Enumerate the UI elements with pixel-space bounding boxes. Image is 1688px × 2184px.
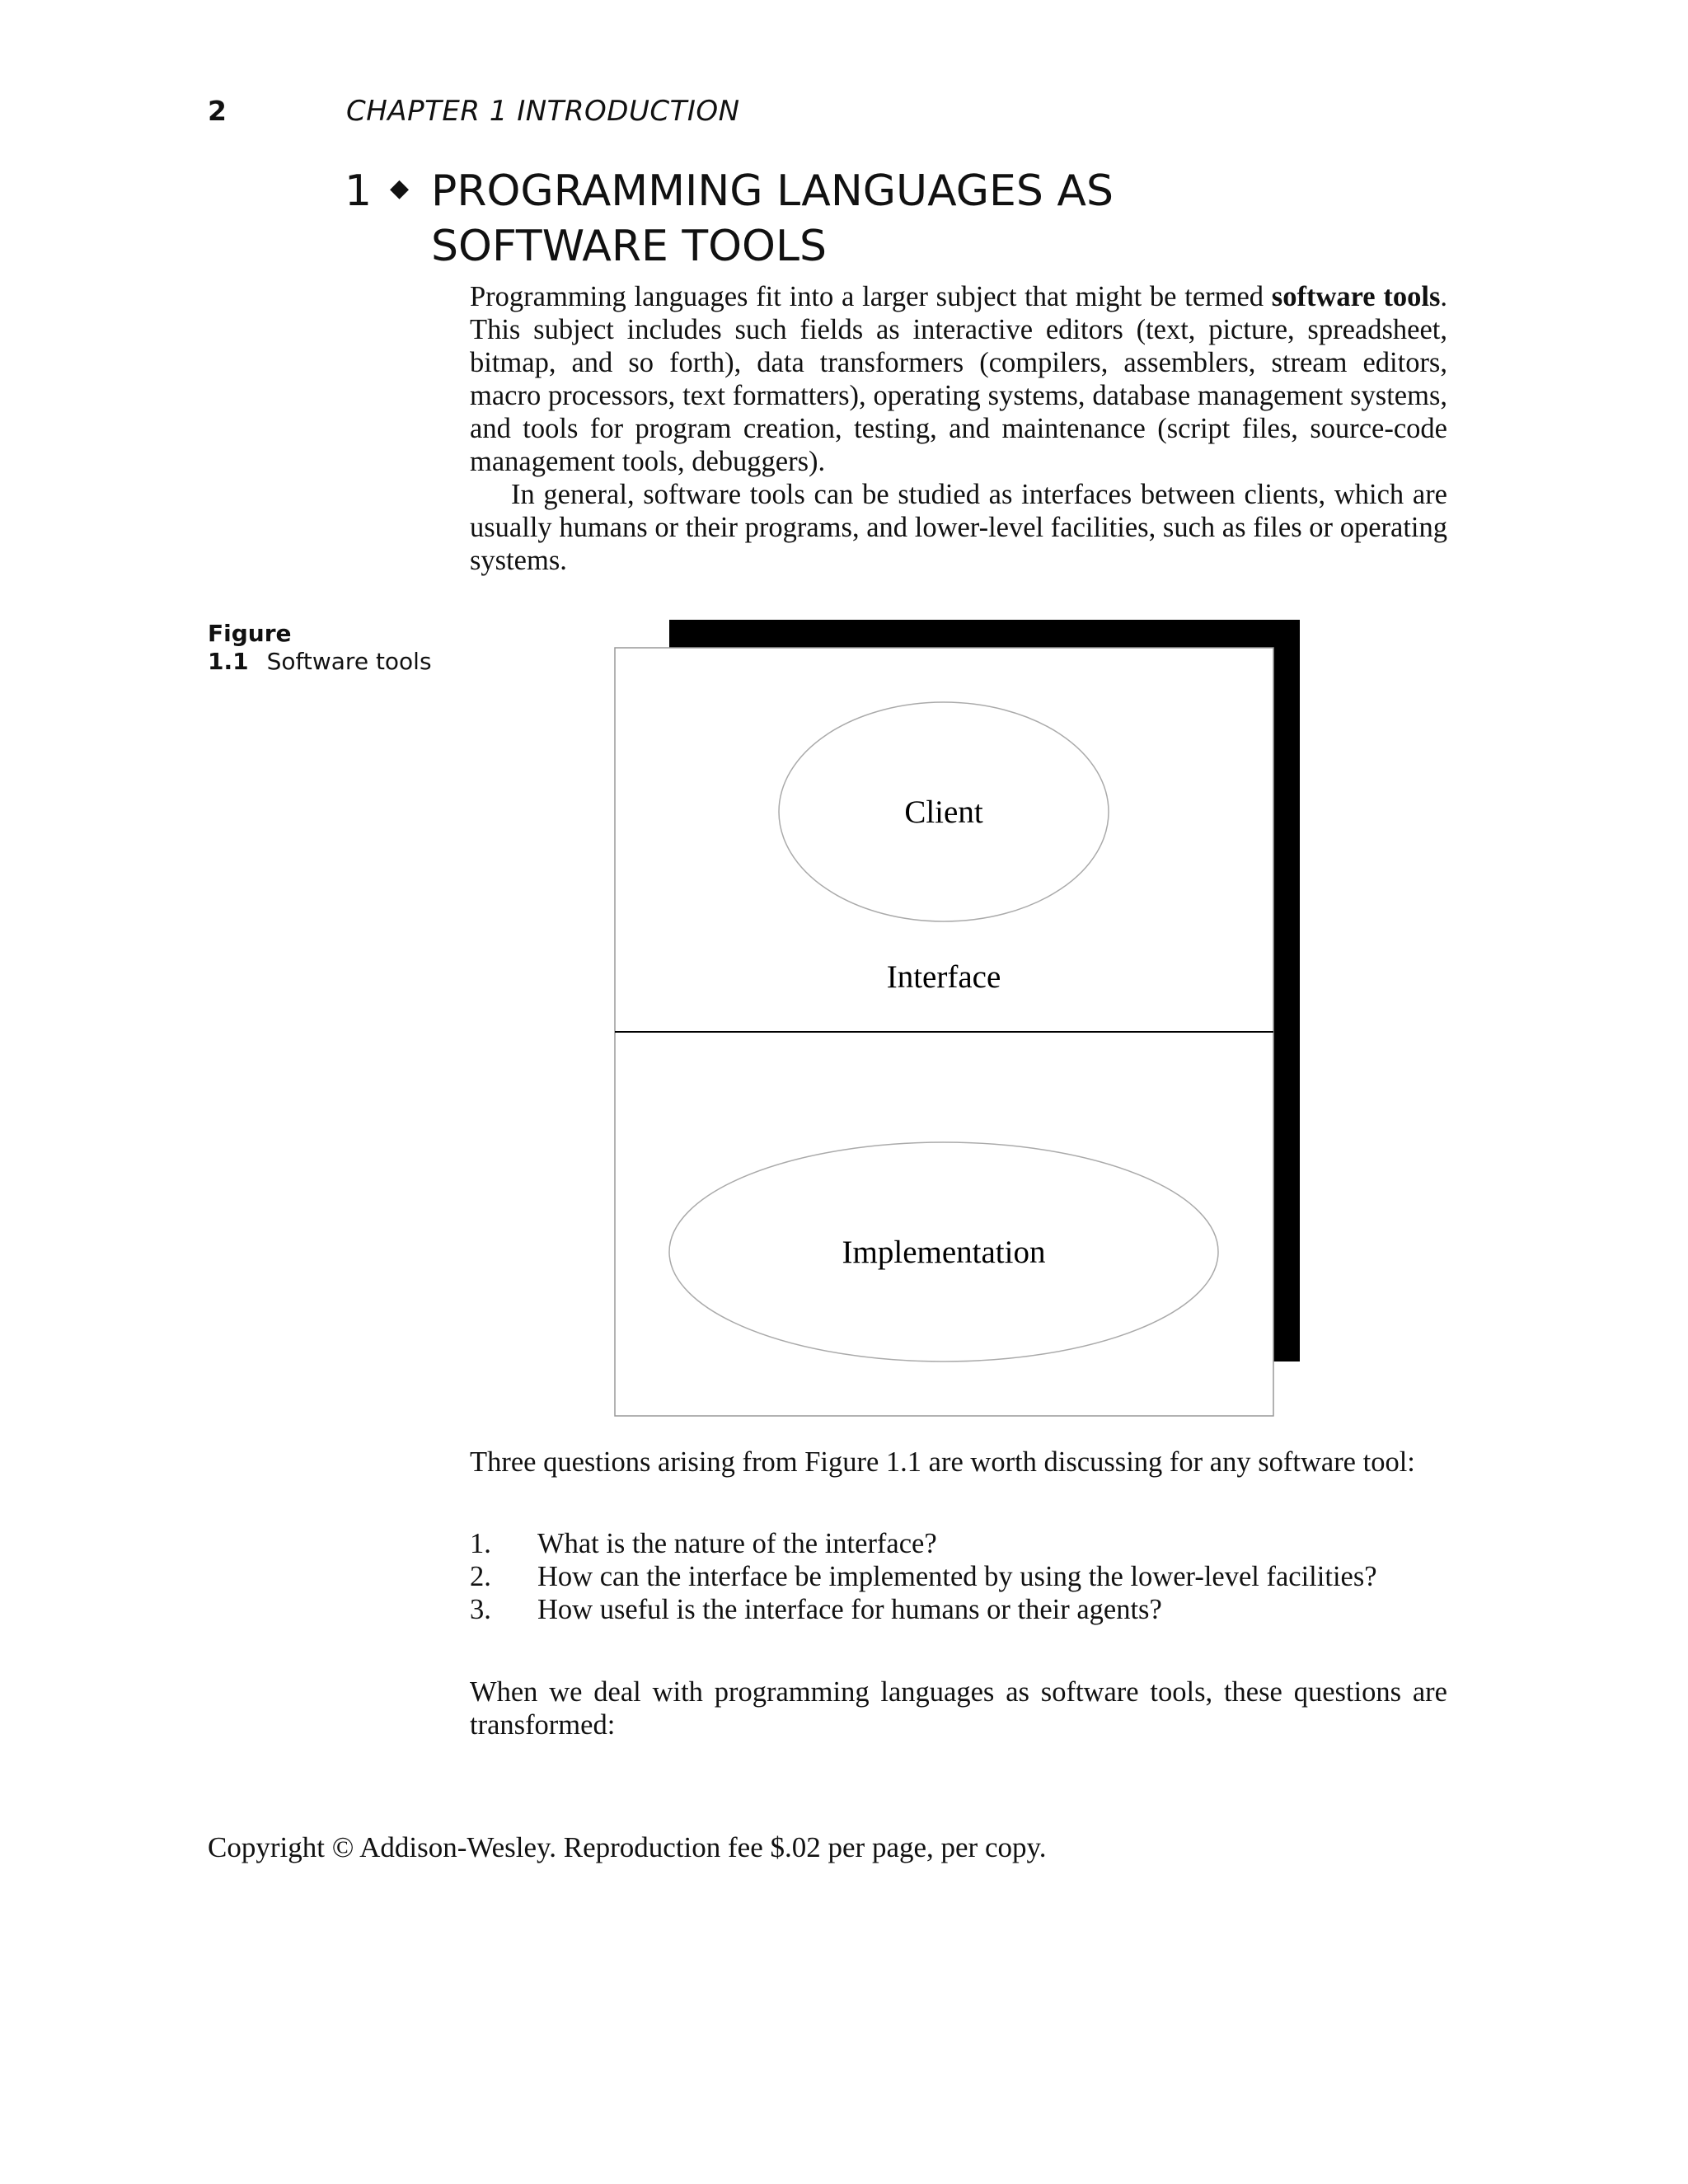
list-item-number: 2.	[470, 1561, 491, 1592]
intro-paragraph-2: In general, software tools can be studied as interfaces between clients, which are usually humans or their programs, and lower-level facilities, such as files or operating systems.	[470, 479, 1447, 576]
section-number: 1	[345, 166, 373, 216]
section-heading	[345, 165, 1114, 273]
client-label: Client	[904, 794, 983, 830]
list-item	[470, 1527, 1447, 1560]
after-figure-paragraph: Three questions arising from Figure 1.1 are worth discussing for any software tool:	[470, 1446, 1415, 1478]
copyright-notice: Copyright © Addison-Wesley. Reproduction fee $.02 per page, per copy.	[208, 1831, 1047, 1863]
section-title-line2: SOFTWARE TOOLS	[431, 222, 827, 271]
figure-caption	[208, 620, 447, 676]
closing-paragraph: When we deal with programming languages as software tools, these questions are transformed:	[470, 1676, 1447, 1741]
list-item-number: 3.	[470, 1594, 491, 1625]
interface-label: Interface	[886, 959, 1001, 995]
list-item-text: What is the nature of the interface?	[537, 1528, 937, 1559]
implementation-label: Implementation	[842, 1235, 1046, 1270]
intro-paragraph-1	[470, 280, 1447, 478]
page-number: 2	[208, 95, 227, 127]
list-item-text: How can the interface be implemented by using the lower-level facilities?	[537, 1561, 1377, 1592]
intro-p1-after: . This subject includes such fields as interactive editors (text, picture, spreadsheet, bitmap, and so forth), data transformers (compilers, assemblers, stream editors, macro processors, text formatters), operating systems, database management systems, and tools for program creation, testing, and maintenance (script files, source-code management tools, debuggers).	[470, 281, 1448, 477]
section-title-line1: PROGRAMMING LANGUAGES AS	[431, 166, 1114, 216]
diamond-bullet-icon: ◆	[390, 174, 410, 203]
figure-caption-text: Software tools	[266, 648, 432, 675]
intro-p1-bold-term: software tools	[1271, 281, 1441, 312]
question-list	[470, 1527, 1447, 1626]
figure-label: Figure 1.1	[208, 620, 292, 675]
closing-text	[470, 1675, 1447, 1741]
running-head: CHAPTER 1 INTRODUCTION	[346, 95, 740, 128]
software-tools-diagram	[614, 620, 1302, 1419]
list-item-number: 1.	[470, 1528, 491, 1559]
list-item	[470, 1560, 1447, 1593]
intro-text	[470, 280, 1447, 577]
list-item-text: How useful is the interface for humans or their agents?	[537, 1594, 1162, 1625]
list-item	[470, 1593, 1447, 1626]
intro-p1-before: Programming languages fit into a larger subject that might be termed	[470, 281, 1272, 312]
after-figure-text	[470, 1446, 1447, 1479]
